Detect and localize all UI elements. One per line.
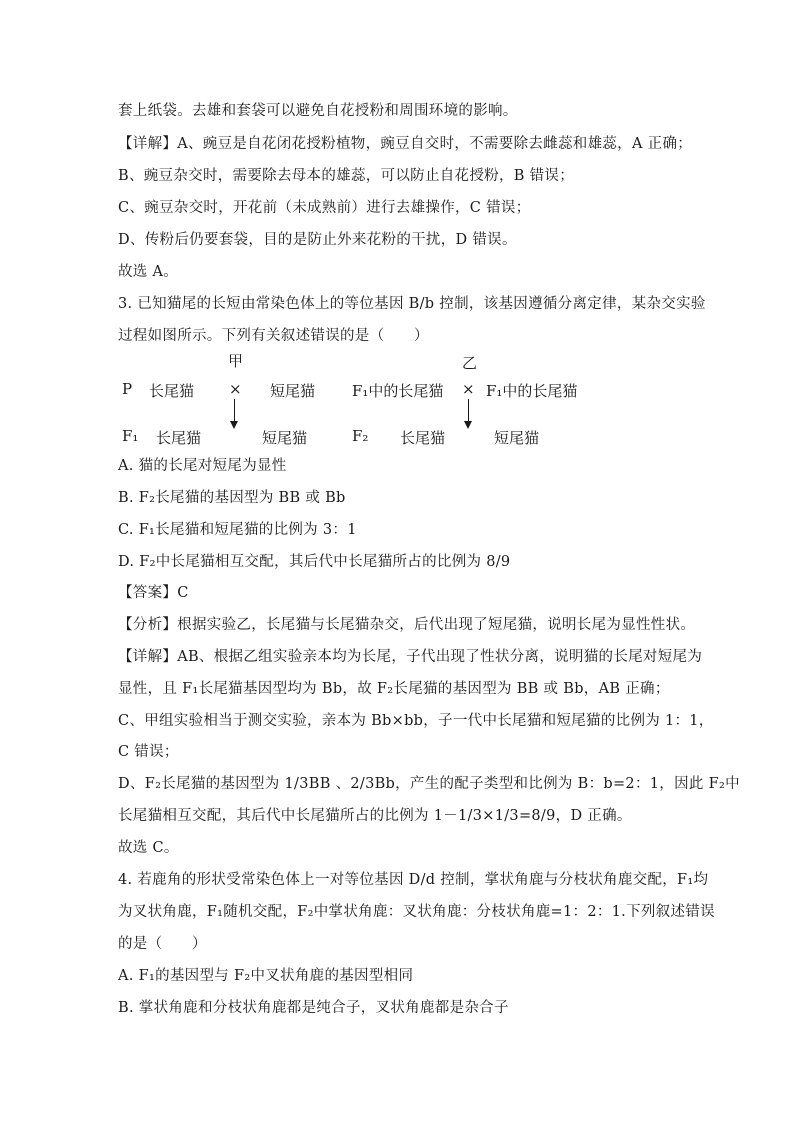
offspring-f2-long-tail: 长尾猫 xyxy=(400,429,446,447)
question-3-stem: 3. 已知猫尾的长短由常染色体上的等位基因 B/b 控制，该基因遵循分离定律，某杂交实验 xyxy=(118,296,706,312)
arrow-jia-head xyxy=(230,421,238,429)
parent-f1-long-tail-left: F₁中的长尾猫 xyxy=(352,382,444,400)
parent-short-tail-cat: 短尾猫 xyxy=(270,382,316,400)
question-4-stem: 4. 若鹿角的形状受常染色体上一对等位基因 D/d 控制，掌状角鹿与分枝状角鹿交配，F₁均 xyxy=(118,872,709,888)
offspring-f1-short-tail: 短尾猫 xyxy=(262,429,308,447)
text-line: C、豌豆杂交时，开花前（未成熟前）进行去雄操作，C 错误； xyxy=(118,200,531,216)
offspring-f1-long-tail: 长尾猫 xyxy=(156,429,202,447)
detail-line: C、甲组实验相当于测交实验，亲本为 Bb×bb，子一代中长尾猫和短尾猫的比例为 1：1， xyxy=(118,713,714,729)
option-b: B. 掌状角鹿和分枝状角鹿都是纯合子，叉状角鹿都是杂合子 xyxy=(118,1000,509,1016)
text-line: 【详解】A、豌豆是自花闭花授粉植物，豌豆自交时，不需要除去雌蕊和雄蕊，A 正确； xyxy=(118,136,693,152)
detail-line: 显性，且 F₁长尾猫基因型均为 Bb，故 F₂长尾猫的基因型为 BB 或 Bb，AB 正确； xyxy=(118,681,670,697)
parent-f1-long-tail-right: F₁中的长尾猫 xyxy=(486,382,578,400)
label-yi: 乙 xyxy=(462,354,478,372)
question-4-stem: 为叉状角鹿，F₁随机交配，F₂中掌状角鹿：叉状角鹿：分枝状角鹿=1：2：1.下列叙述错误 xyxy=(118,904,715,920)
cross-symbol-yi: × xyxy=(462,380,475,398)
cross-symbol-jia: × xyxy=(229,380,242,398)
detail-line: 长尾猫相互交配，其后代中长尾猫所占的比例为 1－1/3×1/3=8/9，D 正确。 xyxy=(118,808,632,824)
text-line: B、豌豆杂交时，需要除去母本的雄蕊，可以防止自花授粉，B 错误； xyxy=(118,168,575,184)
option-b: B. F₂长尾猫的基因型为 BB 或 Bb xyxy=(118,490,346,506)
answer-line: 【答案】C xyxy=(118,585,189,601)
label-jia: 甲 xyxy=(228,352,244,370)
text-line: 套上纸袋。去雄和套袋可以避免自花授粉和周围环境的影响。 xyxy=(118,103,518,119)
arrow-yi-head xyxy=(464,421,472,429)
option-a: A. 猫的长尾对短尾为显性 xyxy=(118,458,287,474)
option-d: D. F₂中长尾猫相互交配，其后代中长尾猫所占的比例为 8/9 xyxy=(118,554,511,570)
detail-line: D、F₂长尾猫的基因型为 1/3BB 、2/3Bb，产生的配子类型和比例为 B：b=2：1，因此 F₂中 xyxy=(118,776,740,792)
analysis-line: 【分析】根据实验乙，长尾猫与长尾猫杂交，后代出现了短尾猫，说明长尾为显性性状。 xyxy=(118,617,696,633)
question-4-stem: 的是（ ） xyxy=(118,936,207,952)
option-a: A. F₁的基因型与 F₂中叉状角鹿的基因型相同 xyxy=(118,968,414,984)
detail-line: C 错误； xyxy=(118,744,179,760)
text-line: 故选 A。 xyxy=(118,264,179,280)
choose-line: 故选 C。 xyxy=(118,840,179,856)
question-3-stem: 过程如图所示。下列有关叙述错误的是（ ） xyxy=(118,328,429,344)
detail-line: 【详解】AB、根据乙组实验亲本均为长尾，子代出现了性状分离，说明猫的长尾对短尾为 xyxy=(118,649,703,665)
cross-diagram xyxy=(118,345,638,455)
arrow-yi xyxy=(468,399,469,423)
row-label-f1: F₁ xyxy=(122,427,139,445)
option-c: C. F₁长尾猫和短尾猫的比例为 3：1 xyxy=(118,522,357,538)
text-line: D、传粉后仍要套袋，目的是防止外来花粉的干扰，D 错误。 xyxy=(118,232,517,248)
arrow-jia xyxy=(234,399,235,423)
row-label-p: P xyxy=(122,380,133,398)
offspring-f2-short-tail: 短尾猫 xyxy=(494,429,540,447)
row-label-f2: F₂ xyxy=(352,427,369,445)
parent-long-tail-cat: 长尾猫 xyxy=(149,382,195,400)
